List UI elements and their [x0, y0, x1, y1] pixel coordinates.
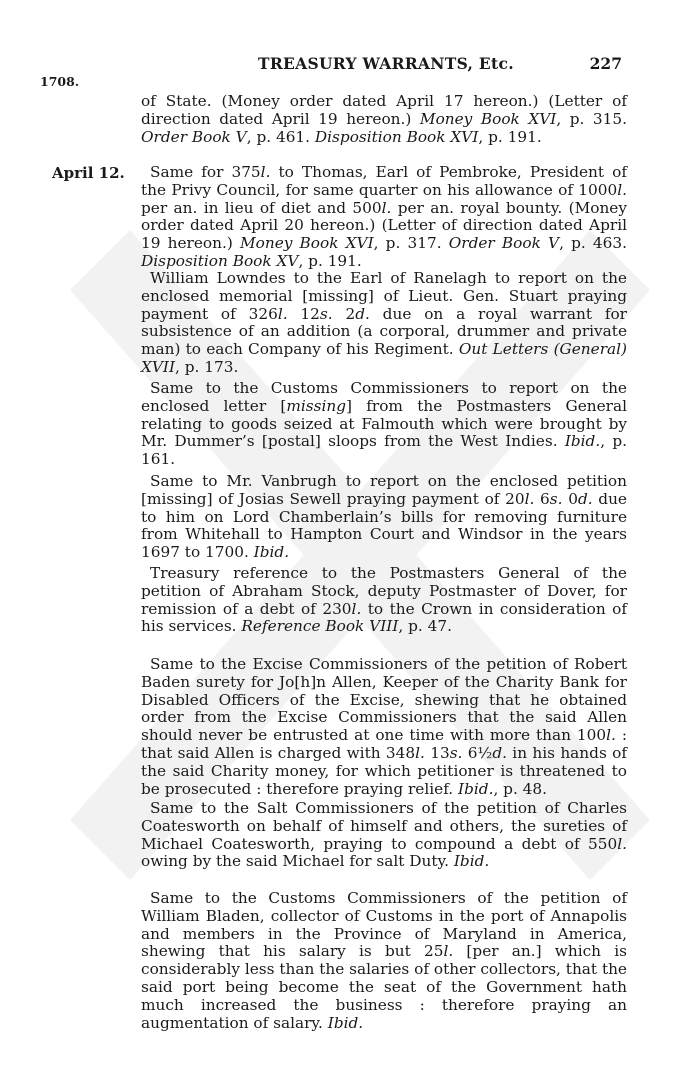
body-text: 2 [332, 304, 356, 323]
body-text: , p. 47. [398, 617, 452, 636]
italic-citation-text: Ibid. [564, 432, 601, 451]
italic-citation-text: d. [577, 489, 593, 508]
body-text: , p. 161. [141, 432, 627, 469]
italic-citation-text: d. [492, 743, 507, 762]
body-text: , p. 173. [175, 357, 239, 376]
italic-citation-text: Disposition Book XV [141, 251, 299, 270]
entry-paragraph [141, 270, 627, 377]
body-text: 6 [534, 489, 550, 508]
body-text: per an. in lieu of diet and 500 [141, 198, 382, 217]
italic-citation-text: Ibid. [453, 852, 490, 871]
body-text: , p. 317. [373, 234, 449, 253]
italic-citation-text: s. [319, 304, 333, 323]
italic-citation-text: s. [549, 489, 563, 508]
body-text: 0 [562, 489, 578, 508]
italic-citation-text: d. [355, 304, 370, 323]
italic-citation-text: l. [260, 163, 271, 181]
body-text: : that said Allen is charged with 348 [141, 726, 627, 762]
italic-citation-text: Order Book V [448, 234, 560, 253]
body-text: , p. 191. [478, 127, 542, 146]
italic-citation-text: Ibid. [327, 1013, 364, 1032]
italic-citation-text: Reference Book VIII [241, 617, 399, 636]
body-text: Same to the Customs Commissioners to report on the enclosed letter [ [141, 379, 627, 415]
italic-citation-text: Money Book XVI [419, 109, 557, 128]
body-text: of State. (Money order dated April 17 hereon.) (Letter of direction dated April 19 hereon.) [141, 92, 627, 128]
body-text: Same to the Customs Commissioners of the petition of William Bladen, collector of Customs in the port of Annapolis and members in the Province of Maryland in America, shewing that his salary is but 25 [141, 889, 627, 961]
entry-paragraph [141, 164, 627, 271]
body-text: ] from the Postmasters General relating to goods seized at Falmouth which were brought by Mr. Dummer’s [postal] sloops from the West Indies. [141, 396, 627, 451]
italic-citation-text: l. [524, 489, 535, 508]
body-text: per an. royal bounty. (Money order dated April 20 hereon.) (Letter of direction dated April 19 hereon.) [141, 198, 627, 253]
running-title: TREASURY WARRANTS, Etc. [258, 54, 514, 73]
margin-date: April 12. [52, 164, 125, 182]
entry-paragraph [141, 380, 627, 469]
body-text: Same to Mr. Vanbrugh to report on the enclosed petition [missing] of Josias Sewell praying payment of 20 [141, 472, 627, 508]
italic-citation-text: l. [415, 743, 425, 762]
italic-citation-text: l. [351, 599, 362, 618]
italic-citation-text: s. [449, 743, 463, 762]
italic-citation-text: l. [617, 180, 627, 199]
body-text: owing by the said Michael for salt Duty. [141, 852, 454, 871]
body-text: , p. 191. [298, 251, 362, 270]
body-text: due on a royal warrant for subsistence of an addition (a corporal, drummer and private man) to each Company of his Regiment. [141, 304, 627, 359]
entry-paragraph [141, 656, 627, 798]
body-text: 12 [287, 304, 320, 323]
entry-paragraph [141, 800, 627, 871]
body-text: 13 [424, 743, 450, 762]
body-text: to Thomas, Earl of Pembroke, President of the Privy Council, for same quarter on his allowance of 1000 [141, 163, 627, 199]
italic-citation-text: l. [617, 834, 627, 853]
italic-citation-text: l. [277, 304, 288, 323]
entry-paragraph [141, 565, 627, 636]
italic-citation-text: Money Book XVI [239, 234, 374, 253]
entry-paragraph [141, 890, 627, 1032]
italic-citation-text: Ibid. [253, 543, 290, 562]
body-text: due to him on Lord Chamberlain’s bills for removing furniture from Whitehall to Hampton Court and Windsor in the years 1697 to 1700. [141, 489, 627, 562]
body-text: , p. 315. [556, 109, 627, 128]
body-text: 6½ [462, 743, 493, 762]
body-text: , p. 463. [559, 234, 627, 253]
italic-citation-text: missing [286, 396, 347, 415]
body-text: , p. 461. [246, 127, 315, 146]
italic-citation-text: Ibid. [458, 779, 494, 798]
body-text: Same to the Excise Commissioners of the petition of Robert Baden surety for Jo[h]n Allen, Keeper of the Charity Bank for Disabled Officers of the Excise, shewing that he obtained order from the Excise Commissioners that the said Allen should never be entrusted at one time with more than 100 [141, 655, 627, 745]
italic-citation-text: l. [606, 726, 616, 745]
italic-citation-text: l. [381, 198, 392, 217]
italic-citation-text: Disposition Book XVI [314, 127, 479, 146]
italic-citation-text: Order Book V [141, 127, 247, 146]
entry-paragraph [141, 93, 627, 146]
entry-paragraph [141, 473, 627, 562]
body-text: Same to the Salt Commissioners of the petition of Charles Coatesworth on behalf of himself and others, the sureties of Michael Coatesworth, praying to compound a debt of 550 [141, 799, 627, 853]
body-text: in his hands of the said Charity money, for which petitioner is threatened to be prosecuted : therefore praying relief. [141, 743, 628, 798]
body-text: , p. 48. [493, 779, 548, 798]
body-text: Same for 375 [150, 163, 261, 181]
italic-citation-text: l. [443, 942, 454, 961]
page-header [0, 50, 674, 89]
margin-year: 1708. [40, 74, 80, 89]
page-number: 227 [589, 54, 622, 73]
body-text: Treasury reference to the Postmasters General of the petition of Abraham Stock, deputy Postmaster of Dover, for remission of a debt of 230 [141, 564, 627, 618]
italic-citation-text: Out Letters (General) XVII [141, 340, 628, 376]
body-text: William Lowndes to the Earl of Ranelagh to report on the enclosed memorial [missing] of Lieut. Gen. Stuart praying payment of 326 [141, 269, 627, 323]
body-text: [per an.] which is considerably less than the salaries of other collectors, that the said port being become the seat of the Government hath much increased the business : therefore praying an augmentation of salary. [141, 942, 627, 1032]
body-text: to the Crown in consideration of his services. [141, 599, 627, 636]
